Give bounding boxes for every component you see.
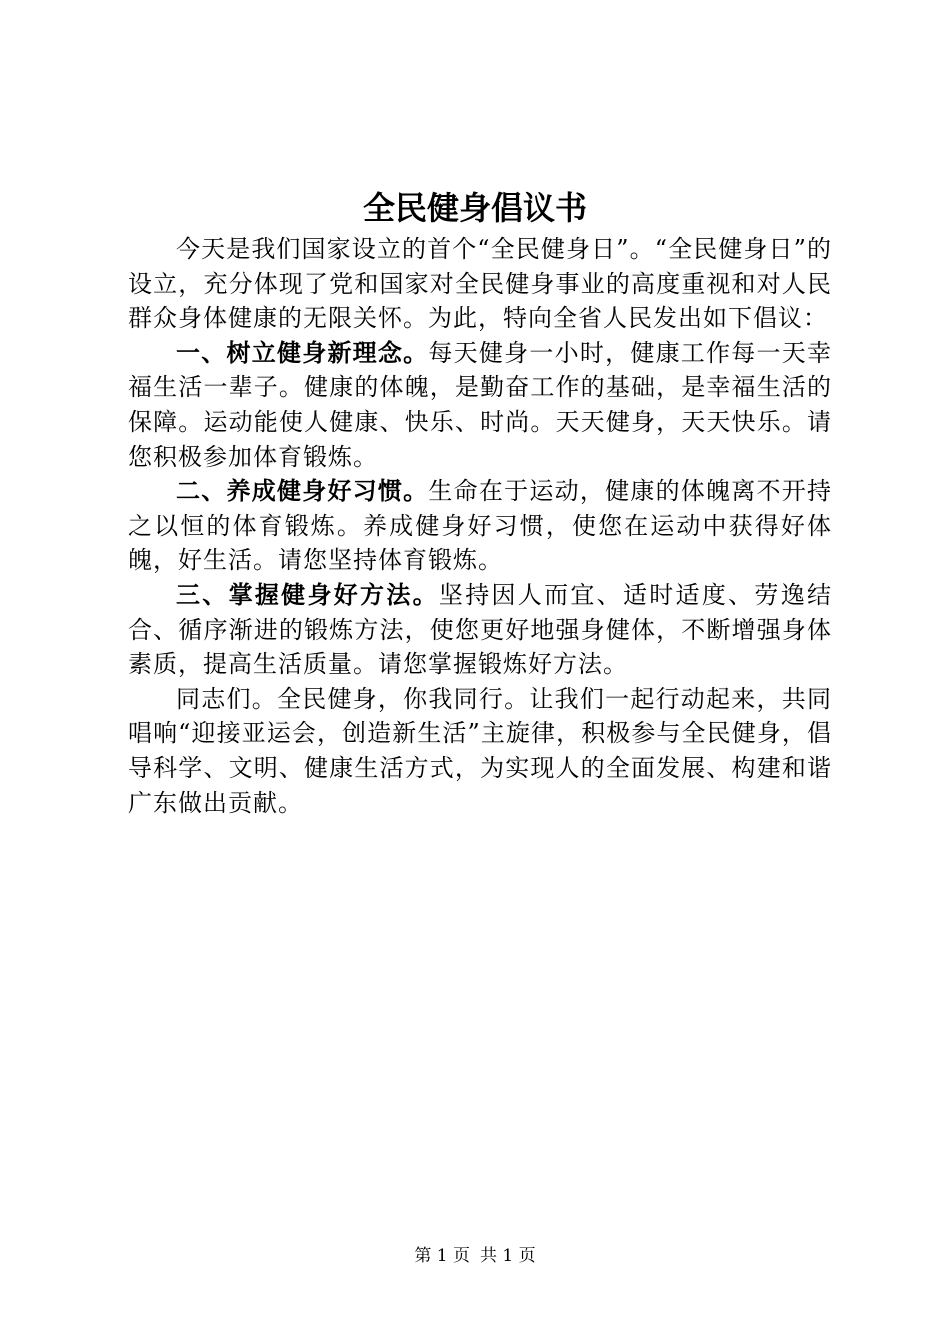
page-footer [0,1244,950,1268]
item-text-2: 生命在于运动，健康的体魄离不开持之以恒的体育锻炼。养成健身好习惯，使您在运动中获得好体魄，好生活。请您坚持体育锻炼。 [128,477,833,575]
item-heading-2: 二、养成健身好习惯。 [176,477,429,506]
item-heading-3: 三、掌握健身好方法。 [176,580,439,609]
item-text-1: 每天健身一小时，健康工作每一天幸福生活一辈子。健康的体魄，是勤奋工作的基础，是幸福生活的保障。运动能使人健康、快乐、时尚。天天健身，天天快乐。请您积极参加体育锻炼。 [128,338,833,471]
item-paragraph-1 [128,336,832,474]
item-paragraph-3 [128,578,832,682]
page-total: 共 1 页 [480,1246,536,1266]
intro-paragraph: 今天是我们国家设立的首个“全民健身日”。“全民健身日”的设立，充分体现了党和国家对全民健身事业的高度重视和对人民群众身体健康的无限关怀。为此，特向全省人民发出如下倡议： [128,235,832,333]
page-number: 第 1 页 [414,1246,470,1266]
item-paragraph-2 [128,474,832,578]
closing-paragraph: 同志们。全民健身，你我同行。让我们一起行动起来，共同唱响“迎接亚运会，创造新生活”主旋律，积极参与全民健身，倡导科学、文明、健康生活方式，为实现人的全面发展、构建和谐广东做出贡献。 [128,684,832,817]
page-title: 全民健身倡议书 [362,189,587,227]
document-body [128,232,832,820]
item-text-3: 坚持因人而宜、适时适度、劳逸结合、循序渐进的锻炼方法，使您更好地强身健体，不断增强身体素质，提高生活质量。请您掌握锻炼好方法。 [128,580,833,679]
item-heading-1: 一、树立健身新理念。 [176,338,429,367]
